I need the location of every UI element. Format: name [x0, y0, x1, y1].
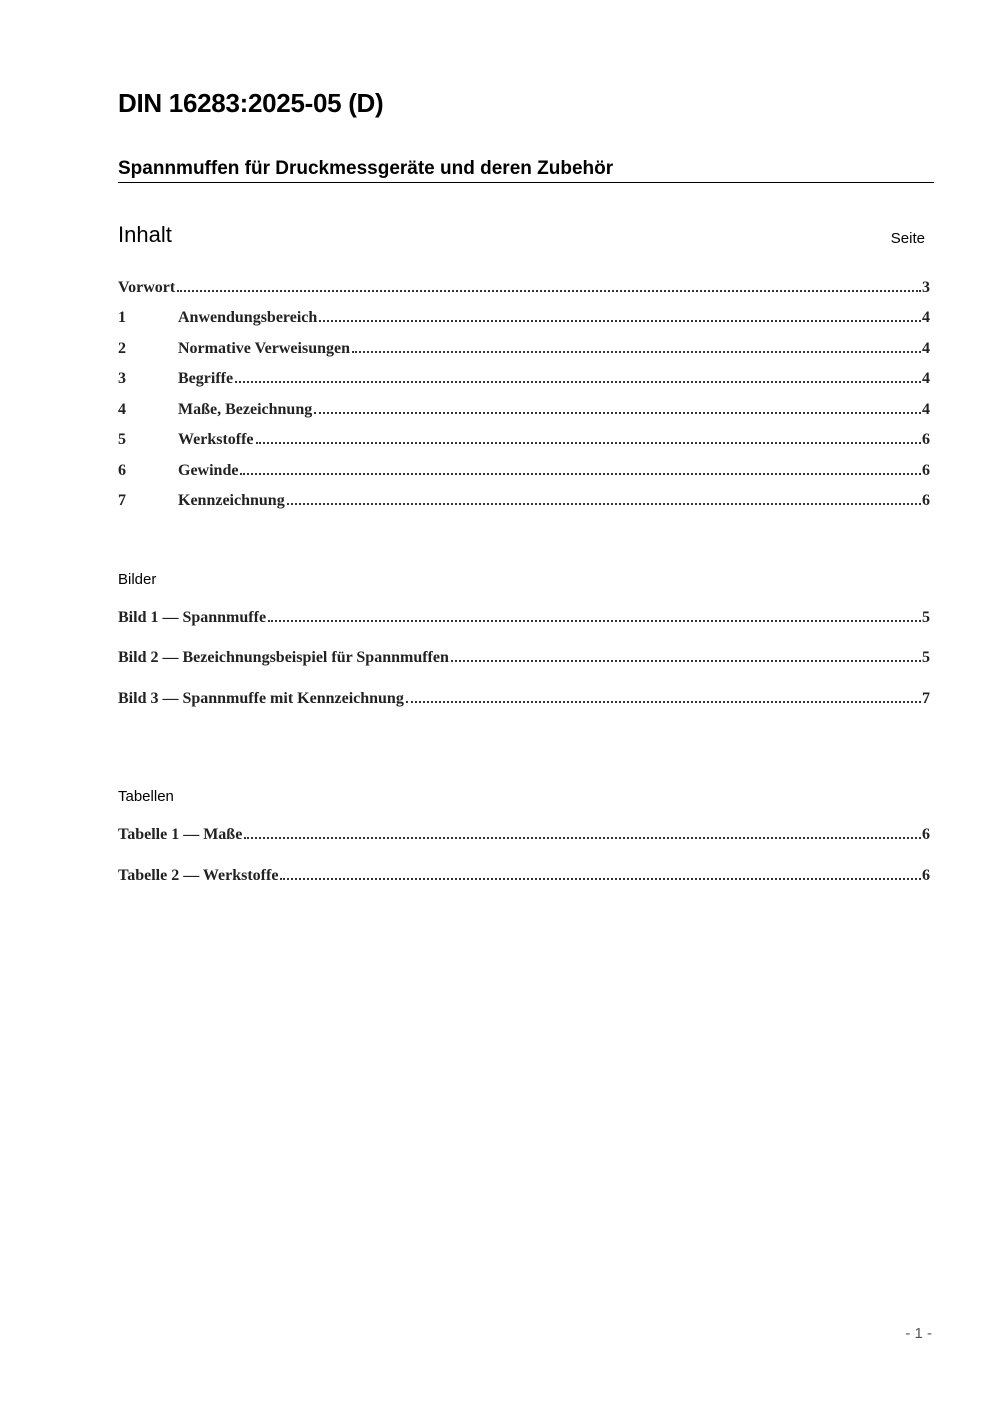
- toc-entry-6[interactable]: [118, 462, 930, 484]
- toc-entry-number: 4: [118, 401, 126, 418]
- figure-entry-page: 5: [922, 609, 930, 626]
- dot-leader: [177, 289, 921, 292]
- toc-entry-text: Normative Verweisungen: [178, 340, 350, 357]
- dot-leader: [244, 836, 921, 839]
- table-entry-1[interactable]: [118, 826, 930, 848]
- toc-entry-2[interactable]: [118, 340, 930, 362]
- toc-entry-text: Kennzeichnung: [178, 492, 285, 509]
- dot-leader: [287, 502, 921, 505]
- figure-entry-text: Bild 1 — Spannmuffe: [118, 609, 267, 626]
- toc-entry-4[interactable]: [118, 401, 930, 423]
- toc-entry-text: Begriffe: [178, 370, 234, 387]
- dot-leader: [240, 472, 921, 475]
- dot-leader: [280, 877, 921, 880]
- table-entry-page: 6: [922, 867, 930, 884]
- table-entry-page: 6: [922, 826, 930, 843]
- toc-entry-number: 7: [118, 492, 126, 509]
- toc-entry-page: 6: [922, 462, 930, 479]
- figure-entry-page: 7: [922, 690, 930, 707]
- dot-leader: [256, 441, 921, 444]
- toc-entry-page: 4: [922, 370, 930, 387]
- table-entry-text: Tabelle 1 — Maße: [118, 826, 243, 843]
- dot-leader: [268, 619, 921, 622]
- toc-entry-7[interactable]: [118, 492, 930, 514]
- dot-leader: [319, 319, 921, 322]
- toc-entry-text: Gewinde: [178, 462, 239, 479]
- figure-entry-3[interactable]: [118, 690, 930, 712]
- toc-entry-1[interactable]: [118, 309, 930, 331]
- dot-leader: [314, 411, 921, 414]
- dot-leader: [235, 380, 921, 383]
- toc-entry-page: 3: [922, 279, 930, 296]
- toc-entry-vorwort[interactable]: [118, 279, 930, 301]
- figure-entry-page: 5: [922, 649, 930, 666]
- table-entry-text: Tabelle 2 — Werkstoffe: [118, 867, 279, 884]
- page-number: - 1 -: [905, 1325, 932, 1342]
- figure-entry-2[interactable]: [118, 649, 930, 671]
- toc-entry-number: 2: [118, 340, 126, 357]
- figure-entry-text: Bild 3 — Spannmuffe mit Kennzeichnung: [118, 690, 404, 707]
- toc-entry-number: 5: [118, 431, 126, 448]
- toc-entry-5[interactable]: [118, 431, 930, 453]
- toc-entry-number: 3: [118, 370, 126, 387]
- toc-entry-page: 6: [922, 431, 930, 448]
- page-column-label: Seite: [890, 230, 925, 247]
- document-title: Spannmuffen für Druckmessgeräte und deren Zubehör: [118, 158, 934, 183]
- tables-section-label: Tabellen: [118, 788, 174, 805]
- toc-entry-text: Vorwort: [118, 279, 176, 296]
- toc-entry-number: 6: [118, 462, 126, 479]
- toc-entry-3[interactable]: [118, 370, 930, 392]
- toc-entry-page: 4: [922, 340, 930, 357]
- dot-leader: [406, 700, 921, 703]
- toc-entry-text: Maße, Bezeichnung: [178, 401, 313, 418]
- figures-section-label: Bilder: [118, 571, 157, 588]
- toc-entry-text: Anwendungsbereich: [178, 309, 318, 326]
- toc-entry-number: 1: [118, 309, 126, 326]
- toc-entry-text: Werkstoffe: [178, 431, 254, 448]
- toc-entry-page: 6: [922, 492, 930, 509]
- dot-leader: [352, 350, 921, 353]
- toc-heading: Inhalt: [118, 222, 172, 247]
- dot-leader: [451, 659, 921, 662]
- figure-entry-1[interactable]: [118, 609, 930, 631]
- toc-entry-page: 4: [922, 401, 930, 418]
- toc-entry-page: 4: [922, 309, 930, 326]
- table-entry-2[interactable]: [118, 867, 930, 889]
- document-id: DIN 16283:2025-05 (D): [118, 88, 384, 118]
- figure-entry-text: Bild 2 — Bezeichnungsbeispiel für Spannmuffen: [118, 649, 449, 666]
